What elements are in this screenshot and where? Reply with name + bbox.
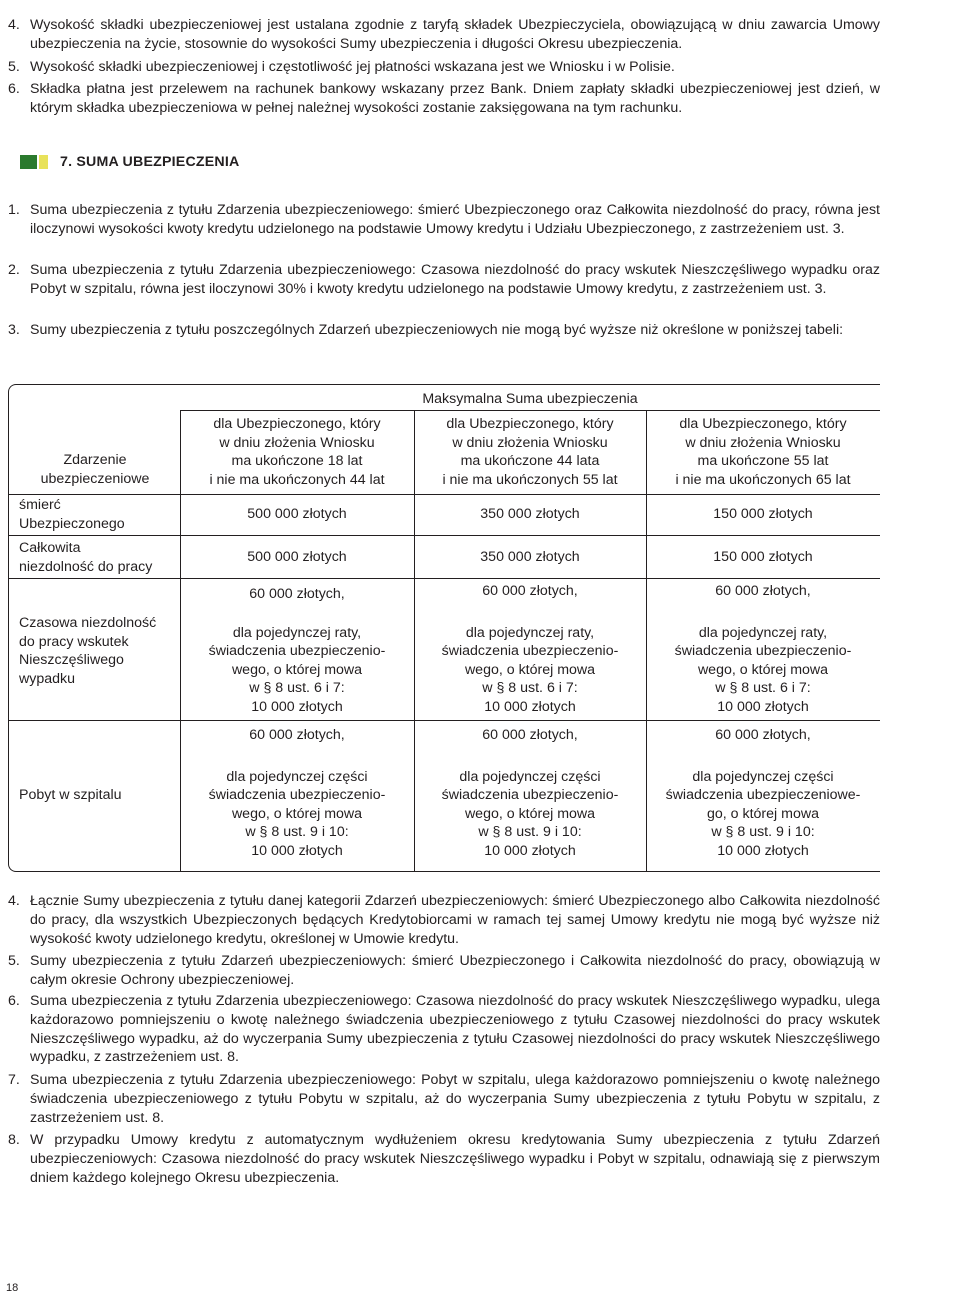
- table-cell: [646, 726, 880, 861]
- cell-line: 60 000 złotych,: [715, 583, 811, 599]
- cell-line: dla pojedynczej raty,: [232, 624, 362, 641]
- list-item: [8, 58, 880, 77]
- table-divider: [180, 410, 880, 411]
- item-text: Suma ubezpieczenia z tytułu Zdarzenia ubezpieczeniowego: Czasowa niezdolność do pracy wskutek Nieszczęśliwego wypadku, ulega każdorazowo pomniejszeniu o kwotę należnego świadczenia ubezpieczeniowego z tytułu Czasowej niezdolności do pracy wskutek Nieszczęśliwego wypadku, aż do wyczerpania Sumy ubezpieczenia z tytułu Czasowej niezdolności do pracy wskutek Nieszczęśliwego wypadku, z zastrzeżeniem ust. 8.: [30, 993, 880, 1066]
- header-line: i nie ma ukończonych 55 lat: [442, 471, 618, 488]
- item-number: 4.: [8, 893, 20, 909]
- cell-line: 60 000 złotych,: [482, 583, 578, 599]
- item-text: Suma ubezpieczenia z tytułu Zdarzenia ubezpieczeniowego: śmierć Ubezpieczonego oraz Całkowita niezdolność do pracy, równa jest iloczynowi wysokości kwoty kredytu udzielonego na podstawie Umowy kredytu i Udziału Ubezpieczonego, z zastrzeżeniem ust. 3.: [30, 202, 880, 237]
- table-divider: [9, 720, 880, 721]
- cell-line: w § 8 ust. 6 i 7:: [249, 680, 345, 697]
- list-item: [8, 321, 880, 340]
- cell-line: 10 000 złotych: [717, 698, 809, 715]
- item-number: 1.: [8, 202, 20, 218]
- cell-line: świadczenia ubezpieczenio-: [441, 643, 619, 660]
- list-item: [8, 892, 880, 948]
- item-number: 7.: [8, 1072, 20, 1088]
- cell-line: dla pojedynczej części: [692, 768, 834, 785]
- cell-line: wego, o której mowa: [464, 661, 596, 678]
- header-line: w dniu złożenia Wniosku: [452, 434, 608, 451]
- cell-line: [646, 745, 880, 768]
- table-cell: 150 000 złotych: [713, 549, 813, 565]
- page-number: 18: [6, 1282, 19, 1294]
- header-line: i nie ma ukończonych 44 lat: [209, 471, 385, 488]
- cell-line: 10 000 złotych: [484, 842, 576, 859]
- table-divider: [9, 578, 880, 579]
- list-item: [8, 992, 880, 1067]
- item-number: 8.: [8, 1132, 20, 1148]
- cell-line: 60 000 złotych,: [715, 727, 811, 743]
- label-line: niezdolność do pracy: [19, 558, 153, 575]
- item-text: W przypadku Umowy kredytu z automatycznym wydłużeniem okresu kredytowania Sumy ubezpieczenia z tytułu Zdarzeń ubezpieczeniowych: Czasowa niezdolność do pracy wskutek Nieszczęśliwego wypadku i Pobyt w szpitalu, odnawiają się z pierwszym dniem każdego kolejnego Okresu ubezpieczenia.: [30, 1132, 880, 1186]
- cell-line: dla pojedynczej części: [459, 768, 601, 785]
- header-line: i nie ma ukończonych 65 lat: [675, 471, 851, 488]
- table-divider: [9, 494, 880, 495]
- cell-line: wego, o której mowa: [697, 661, 829, 678]
- cell-line: w § 8 ust. 9 i 10:: [245, 824, 349, 841]
- label-line: Czasowa niezdolność: [19, 615, 157, 631]
- cell-line: [180, 745, 414, 768]
- item-text: Suma ubezpieczenia z tytułu Zdarzenia ubezpieczeniowego: Czasowa niezdolność do pracy wskutek Nieszczęśliwego wypadku oraz Pobyt w szpitalu, równa jest iloczynowi 30% i kwoty kredytu udzielonego na podstawie Umowy kredytu, z zastrzeżeniem ust. 3.: [30, 262, 880, 297]
- cell-line: w § 8 ust. 6 i 7:: [482, 680, 578, 697]
- item-number: 6.: [8, 993, 20, 1009]
- header-line: Zdarzenie: [63, 452, 127, 468]
- table-cell: [414, 726, 646, 861]
- cell-line: świadczenia ubezpieczenio-: [208, 643, 386, 660]
- cell-line: [414, 745, 646, 768]
- label-line: Nieszczęśliwego: [19, 652, 124, 669]
- label-line: Całkowita: [19, 540, 81, 556]
- header-line: ma ukończone 55 lat: [697, 453, 829, 470]
- table-cell: 500 000 złotych: [247, 549, 347, 565]
- cell-line: dla pojedynczej raty,: [465, 624, 595, 641]
- label-line: do pracy wskutek: [19, 633, 129, 650]
- item-text: Wysokość składki ubezpieczeniowej i częstotliwość jej płatności wskazana jest we Wniosku i w Polisie.: [30, 59, 675, 75]
- cell-line: [180, 604, 414, 624]
- cell-line: dla pojedynczej części: [226, 768, 368, 785]
- cell-line: wego, o której mowa: [231, 805, 363, 822]
- header-line: ma ukończone 44 lata: [460, 453, 600, 470]
- column-header-44-55: [414, 415, 646, 489]
- table-row-header: [10, 451, 180, 488]
- cell-line: w § 8 ust. 9 i 10:: [711, 824, 815, 841]
- item-number: 2.: [8, 262, 20, 278]
- yellow-square-icon: [39, 155, 48, 169]
- cell-line: go, o której mowa: [707, 805, 819, 822]
- header-line: w dniu złożenia Wniosku: [219, 434, 375, 451]
- label-line: śmierć: [19, 497, 61, 513]
- row-label-death: [19, 496, 179, 533]
- cell-line: świadczenia ubezpieczenio-: [208, 787, 386, 804]
- list-item: [8, 201, 880, 239]
- cell-line: świadczenia ubezpieczeniowe-: [665, 787, 861, 804]
- section-heading: [20, 152, 239, 172]
- cell-line: w § 8 ust. 6 i 7:: [715, 680, 811, 697]
- item-text: Sumy ubezpieczenia z tytułu poszczególnych Zdarzeń ubezpieczeniowych nie mogą być wyższe niż określone w poniższej tabeli:: [30, 322, 844, 338]
- header-line: ma ukończone 18 lat: [231, 453, 363, 470]
- table-cell: 150 000 złotych: [713, 506, 813, 522]
- table-cell: [180, 726, 414, 861]
- item-text: Sumy ubezpieczenia z tytułu Zdarzeń ubezpieczeniowych: śmierć Ubezpieczonego i Całkowita niezdolność do pracy, obowiązują w całym okresie Ochrony ubezpieczeniowej.: [30, 953, 880, 988]
- section-title: 7. SUMA UBEZPIECZENIA: [60, 154, 240, 170]
- list-item: [8, 261, 880, 299]
- cell-line: dla pojedynczej raty,: [698, 624, 828, 641]
- cell-line: wego, o której mowa: [464, 805, 596, 822]
- table-cell: 350 000 złotych: [480, 506, 580, 522]
- cell-line: 10 000 złotych: [717, 842, 809, 859]
- item-number: 3.: [8, 322, 20, 338]
- item-text: Suma ubezpieczenia z tytułu Zdarzenia ubezpieczeniowego: Pobyt w szpitalu, ulega każdorazowo pomniejszeniu o kwotę należnego świadczenia ubezpieczeniowego z tytułu Pobytu w szpitalu, aż do wyczerpania Sumy ubezpieczenia z tytułu Pobytu w szpitalu, z zastrzeżeniem ust. 8.: [30, 1072, 880, 1126]
- header-line: dla Ubezpieczonego, który: [679, 416, 847, 432]
- row-label-total-disability: [19, 539, 179, 576]
- list-item: [8, 1131, 880, 1187]
- cell-line: 10 000 złotych: [484, 698, 576, 715]
- header-line: w dniu złożenia Wniosku: [685, 434, 841, 451]
- column-header-55-65: [646, 415, 880, 489]
- table-cell: [414, 582, 646, 717]
- list-item: [8, 16, 880, 54]
- item-text: Wysokość składki ubezpieczeniowej jest ustalana zgodnie z taryfą składek Ubezpieczyciela, obowiązującą w dniu zawarcia Umowy ubezpieczenia na życie, stosownie do wysokości Sumy ubezpieczenia i długości Okresu ubezpieczenia.: [30, 17, 880, 52]
- cell-line: w § 8 ust. 9 i 10:: [478, 824, 582, 841]
- item-number: 5.: [8, 953, 20, 969]
- item-text: Składka płatna jest przelewem na rachunek bankowy wskazany przez Bank. Dniem zapłaty składki ubezpieczeniowej jest dzień, w którym składka ubezpieczeniowa w pełnej należnej wysokości zostanie zaksięgowana na tym rachunku.: [30, 81, 880, 116]
- green-square-icon: [20, 155, 37, 169]
- item-number: 6.: [8, 81, 20, 97]
- list-item: [8, 80, 880, 118]
- item-number: 4.: [8, 17, 20, 33]
- list-item: [8, 952, 880, 990]
- header-line: dla Ubezpieczonego, który: [446, 416, 614, 432]
- cell-line: wego, o której mowa: [231, 661, 363, 678]
- cell-line: 10 000 złotych: [251, 698, 343, 715]
- row-label-temporary-disability: [19, 614, 179, 688]
- cell-line: świadczenia ubezpieczenio-: [441, 787, 619, 804]
- table-cell: 350 000 złotych: [480, 549, 580, 565]
- table-divider: [9, 535, 880, 536]
- item-number: 5.: [8, 59, 20, 75]
- list-item: [8, 1071, 880, 1127]
- header-line: ubezpieczeniowe: [40, 470, 150, 487]
- table-cell: 500 000 złotych: [247, 506, 347, 522]
- table-cell: [180, 585, 414, 717]
- table-cell: [646, 582, 880, 717]
- cell-line: 60 000 złotych,: [482, 727, 578, 743]
- label-line: Ubezpieczonego: [19, 515, 125, 532]
- column-header-18-44: [180, 415, 414, 489]
- cell-line: świadczenia ubezpieczenio-: [674, 643, 852, 660]
- table-super-header: Maksymalna Suma ubezpieczenia: [422, 391, 638, 407]
- item-text: Łącznie Sumy ubezpieczenia z tytułu danej kategorii Zdarzeń ubezpieczeniowych: śmierć Ubezpieczonego albo Całkowita niezdolność do pracy, dla wszystkich Ubezpieczonych będących Kredytobiorcami w ramach tej samej Umowy kredytu nie mogą być wyższe niż wysokość kwoty udzielonego kredytu, określonej w Umowie kredytu.: [30, 893, 880, 947]
- row-label-hospital-stay: Pobyt w szpitalu: [19, 787, 122, 803]
- cell-line: [646, 601, 880, 624]
- label-line: wypadku: [19, 670, 75, 687]
- header-line: dla Ubezpieczonego, który: [213, 416, 381, 432]
- cell-line: 60 000 złotych,: [249, 586, 345, 602]
- cell-line: 10 000 złotych: [251, 842, 343, 859]
- cell-line: [414, 601, 646, 624]
- cell-line: 60 000 złotych,: [249, 727, 345, 743]
